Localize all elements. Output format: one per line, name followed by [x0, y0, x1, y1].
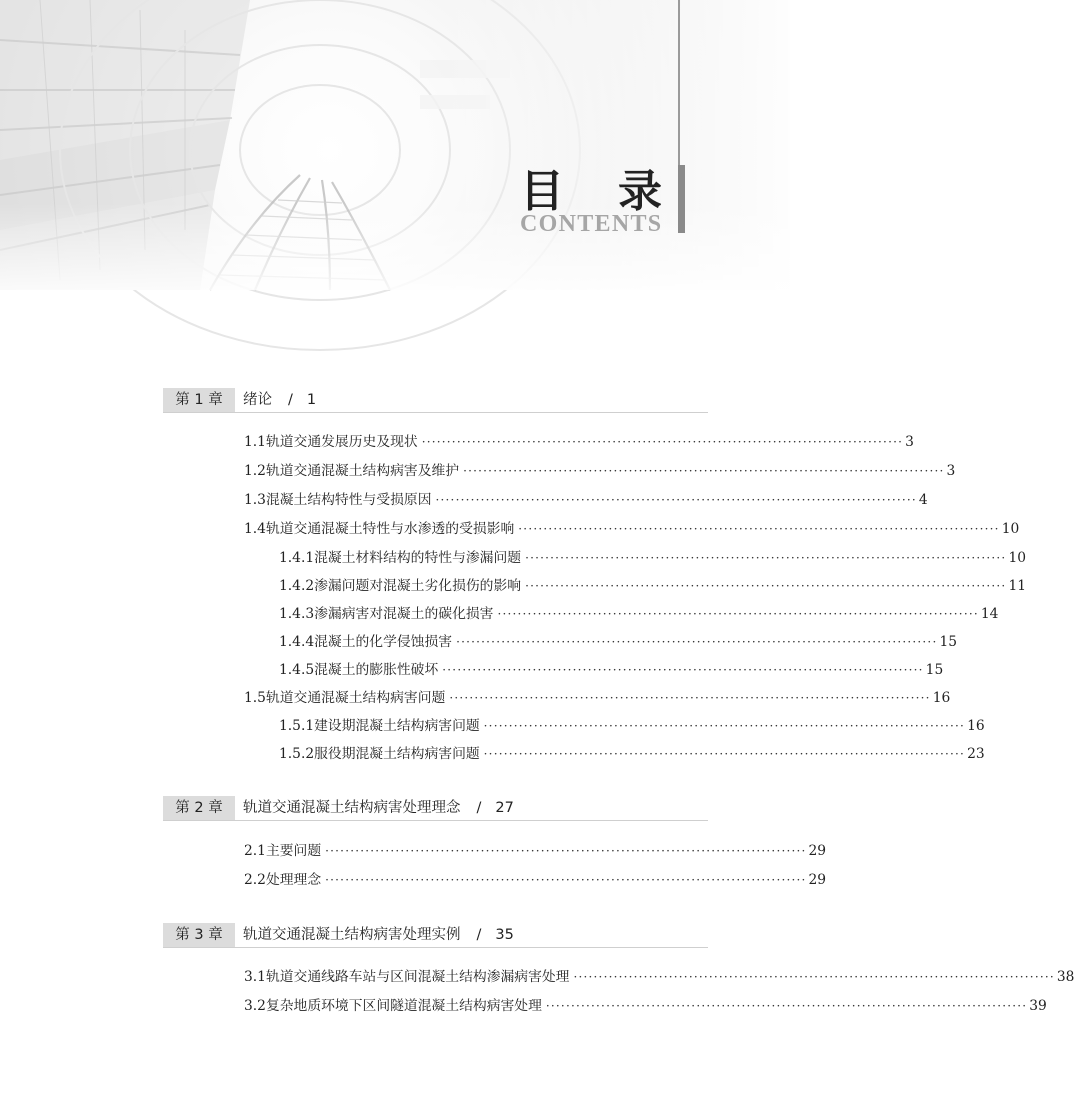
tunnel-banner-image [0, 0, 790, 290]
chapter-title: 轨道交通混凝土结构病害处理实例 [243, 927, 461, 943]
entry-page: 11 [1008, 578, 1027, 594]
page-subtitle: CONTENTS [520, 211, 663, 237]
entry-title: 混凝土材料结构的特性与渗漏问题 [314, 550, 522, 566]
chapter-title-line [243, 388, 316, 412]
entry-number: 2.2 [244, 872, 266, 888]
entry-title: 轨道交通混凝土特性与水渗透的受损影响 [265, 521, 515, 537]
entry-number: 1.4.3 [279, 606, 315, 622]
toc-entry-1-4-5[interactable] [279, 659, 944, 681]
dot-leader: ································································································ [525, 551, 1007, 565]
toc-entry-1-4-2[interactable] [279, 575, 1027, 597]
chapter-separator: / [288, 392, 293, 408]
chapter-separator: / [476, 800, 482, 816]
toc-entry-1-5[interactable] [244, 687, 951, 709]
header-accent-bar [678, 165, 685, 233]
entry-number: 3.1 [244, 969, 266, 985]
toc-entry-2-1[interactable] [244, 840, 827, 862]
entry-number: 1.4.4 [279, 634, 315, 650]
toc-entry-2-2[interactable] [244, 869, 827, 891]
chapter-badge: 第 1 章 [163, 388, 235, 412]
toc-entry-1-2[interactable] [244, 460, 956, 482]
entry-page: 15 [925, 662, 944, 678]
title-char-1: 目 [520, 166, 564, 217]
entry-title: 复杂地质环境下区间隧道混凝土结构病害处理 [265, 998, 542, 1014]
entry-title: 建设期混凝土结构病害问题 [314, 718, 480, 734]
entry-page: 3 [905, 434, 914, 450]
entry-number: 1.1 [244, 434, 266, 450]
chapter-title: 轨道交通混凝土结构病害处理理念 [243, 800, 461, 816]
entry-page: 29 [808, 843, 827, 859]
entry-page: 29 [808, 872, 827, 888]
page-title [520, 168, 662, 216]
header-divider-line [678, 0, 680, 165]
dot-leader: ································································································ [483, 747, 966, 761]
entry-title: 混凝土的化学侵蚀损害 [314, 634, 453, 650]
dot-leader: ································································································ [525, 579, 1007, 593]
dot-leader: ································································································ [463, 464, 945, 478]
toc-entry-1-4[interactable] [244, 518, 1020, 540]
toc-entry-3-2[interactable] [244, 995, 1047, 1017]
toc-entry-1-5-2[interactable] [279, 743, 985, 765]
dot-leader: ································································································ [545, 999, 1028, 1013]
dot-leader: ································································································ [442, 663, 924, 677]
dot-leader: ································································································ [421, 435, 904, 449]
dot-leader: ································································································ [518, 522, 1000, 536]
entry-number: 1.5.2 [279, 746, 315, 762]
entry-page: 38 [1056, 969, 1074, 985]
entry-page: 10 [1001, 521, 1020, 537]
chapter-page: 27 [495, 800, 514, 816]
entry-title: 主要问题 [265, 843, 322, 859]
entry-page: 23 [967, 746, 985, 762]
toc-entry-1-4-4[interactable] [279, 631, 958, 653]
entry-number: 1.3 [244, 492, 266, 508]
chapter-heading-2[interactable] [163, 796, 708, 821]
dot-leader: ································································································ [497, 607, 979, 621]
dot-leader: ································································································ [483, 719, 966, 733]
entry-title: 渗漏问题对混凝土劣化损伤的影响 [314, 578, 522, 594]
entry-page: 14 [980, 606, 999, 622]
entry-title: 混凝土的膨胀性破坏 [314, 662, 439, 678]
dot-leader: ································································································ [456, 635, 938, 649]
entry-page: 15 [939, 634, 958, 650]
entry-number: 1.4.5 [279, 662, 315, 678]
entry-title: 处理理念 [265, 872, 322, 888]
entry-title: 轨道交通混凝土结构病害及维护 [265, 463, 460, 479]
entry-page: 10 [1008, 550, 1027, 566]
chapter-heading-3[interactable] [163, 923, 708, 948]
chapter-badge: 第 2 章 [163, 796, 235, 820]
tunnel-illustration [0, 0, 790, 290]
toc-entry-1-4-1[interactable] [279, 547, 1027, 569]
entry-number: 3.2 [244, 998, 266, 1014]
entry-number: 1.2 [244, 463, 266, 479]
chapter-heading-1[interactable] [163, 388, 708, 413]
entry-title: 渗漏病害对混凝土的碳化损害 [314, 606, 494, 622]
entry-page: 16 [967, 718, 985, 734]
toc-entry-1-1[interactable] [244, 431, 914, 453]
entry-page: 16 [932, 690, 951, 706]
chapter-title: 绪论 [243, 392, 272, 408]
toc-entry-1-3[interactable] [244, 489, 928, 511]
entry-page: 4 [918, 492, 928, 508]
entry-number: 1.4 [244, 521, 266, 537]
chapter-badge: 第 3 章 [163, 923, 235, 947]
chapter-title-line [243, 796, 514, 820]
dot-leader: ································································································ [449, 691, 931, 705]
dot-leader: ································································································ [325, 844, 807, 858]
chapter-separator: / [476, 927, 482, 943]
toc-entry-1-5-1[interactable] [279, 715, 985, 737]
dot-leader: ································································································ [573, 970, 1055, 984]
toc-entry-1-4-3[interactable] [279, 603, 999, 625]
entry-number: 1.4.1 [279, 550, 315, 566]
toc-entry-3-1[interactable] [244, 966, 1074, 988]
chapter-title-line [243, 923, 514, 947]
dot-leader: ································································································ [325, 873, 807, 887]
entry-title: 混凝土结构特性与受损原因 [265, 492, 432, 508]
chapter-page: 35 [495, 927, 514, 943]
entry-number: 1.4.2 [279, 578, 315, 594]
entry-title: 轨道交通发展历史及现状 [265, 434, 418, 450]
entry-number: 1.5 [244, 690, 266, 706]
chapter-page: 1 [306, 392, 317, 408]
entry-number: 1.5.1 [279, 718, 315, 734]
entry-number: 2.1 [244, 843, 266, 859]
entry-title: 轨道交通线路车站与区间混凝土结构渗漏病害处理 [265, 969, 570, 985]
dot-leader: ································································································ [435, 493, 917, 507]
entry-title: 服役期混凝土结构病害问题 [314, 746, 480, 762]
title-char-2: 录 [618, 166, 662, 217]
entry-page: 39 [1029, 998, 1047, 1014]
entry-title: 轨道交通混凝土结构病害问题 [265, 690, 446, 706]
entry-page: 3 [946, 463, 956, 479]
